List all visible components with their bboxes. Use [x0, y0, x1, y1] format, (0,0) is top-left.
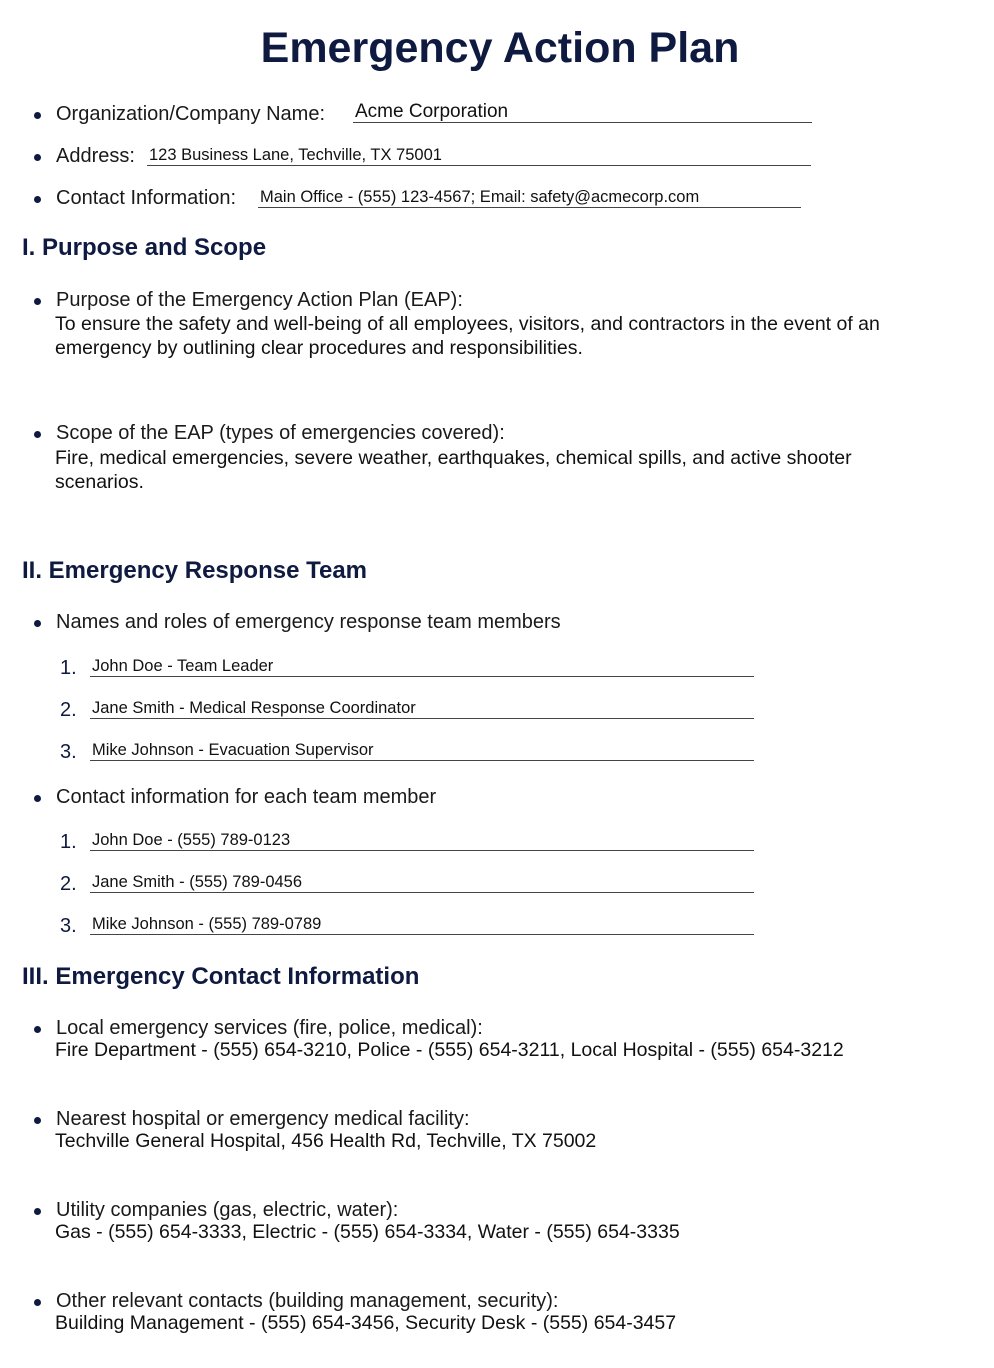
list-number: 1.: [60, 831, 77, 853]
bullet-icon: [34, 431, 41, 438]
page-title: Emergency Action Plan: [260, 24, 740, 72]
section-purpose-heading: I. Purpose and Scope: [22, 234, 267, 261]
nearest-hospital-text: Techville General Hospital, 456 Health Rd, Techville, TX 75002: [55, 1130, 597, 1152]
list-number: 3.: [60, 915, 77, 937]
bullet-icon: [34, 196, 41, 203]
local-services-text: Fire Department - (555) 654-3210, Police - (555) 654-3211, Local Hospital - (555) 654-3212: [55, 1039, 844, 1061]
bullet-icon: [34, 154, 41, 161]
bullet-icon: [34, 795, 41, 802]
section-team-heading: II. Emergency Response Team: [22, 557, 368, 584]
other-contacts-label: Other relevant contacts (building management, security):: [56, 1290, 559, 1312]
bullet-icon: [34, 1208, 41, 1215]
other-contacts-text: Building Management - (555) 654-3456, Security Desk - (555) 654-3457: [55, 1312, 677, 1334]
scope-label: Scope of the EAP (types of emergencies covered):: [56, 422, 505, 444]
scope-text: Fire, medical emergencies, severe weather, earthquakes, chemical spills, and active shooter scenarios.: [55, 447, 852, 493]
team-contact-field[interactable]: John Doe - (555) 789-0123: [90, 830, 754, 851]
team-roles-label: Names and roles of emergency response team members: [56, 611, 561, 633]
utilities-label: Utility companies (gas, electric, water):: [56, 1199, 399, 1221]
purpose-label: Purpose of the Emergency Action Plan (EAP):: [56, 289, 463, 311]
bullet-icon: [34, 1299, 41, 1306]
address-label: Address:: [56, 145, 135, 167]
bullet-icon: [34, 298, 41, 305]
purpose-text: To ensure the safety and well-being of all employees, visitors, and contractors in the event of an emergency by outlining clear procedures and responsibilities.: [55, 313, 880, 359]
bullet-icon: [34, 112, 41, 119]
team-contact-field[interactable]: Mike Johnson - (555) 789-0789: [90, 914, 754, 935]
section-contacts-heading: III. Emergency Contact Information: [22, 963, 420, 990]
team-contacts-label: Contact information for each team member: [56, 786, 437, 808]
list-number: 2.: [60, 699, 77, 721]
list-number: 2.: [60, 873, 77, 895]
list-number: 1.: [60, 657, 77, 679]
nearest-hospital-label: Nearest hospital or emergency medical facility:: [56, 1108, 470, 1130]
team-contact-field[interactable]: Jane Smith - (555) 789-0456: [90, 872, 754, 893]
team-role-field[interactable]: Jane Smith - Medical Response Coordinator: [90, 698, 754, 719]
team-role-field[interactable]: Mike Johnson - Evacuation Supervisor: [90, 740, 754, 761]
address-field[interactable]: 123 Business Lane, Techville, TX 75001: [147, 145, 811, 166]
team-role-field[interactable]: John Doe - Team Leader: [90, 656, 754, 677]
org-name-label: Organization/Company Name:: [56, 103, 326, 125]
contact-info-label: Contact Information:: [56, 187, 237, 209]
org-name-field[interactable]: Acme Corporation: [353, 102, 812, 123]
contact-info-field[interactable]: Main Office - (555) 123-4567; Email: safety@acmecorp.com: [258, 187, 801, 208]
local-services-label: Local emergency services (fire, police, medical):: [56, 1017, 483, 1039]
bullet-icon: [34, 1117, 41, 1124]
bullet-icon: [34, 1026, 41, 1033]
utilities-text: Gas - (555) 654-3333, Electric - (555) 654-3334, Water - (555) 654-3335: [55, 1221, 680, 1243]
list-number: 3.: [60, 741, 77, 763]
bullet-icon: [34, 620, 41, 627]
